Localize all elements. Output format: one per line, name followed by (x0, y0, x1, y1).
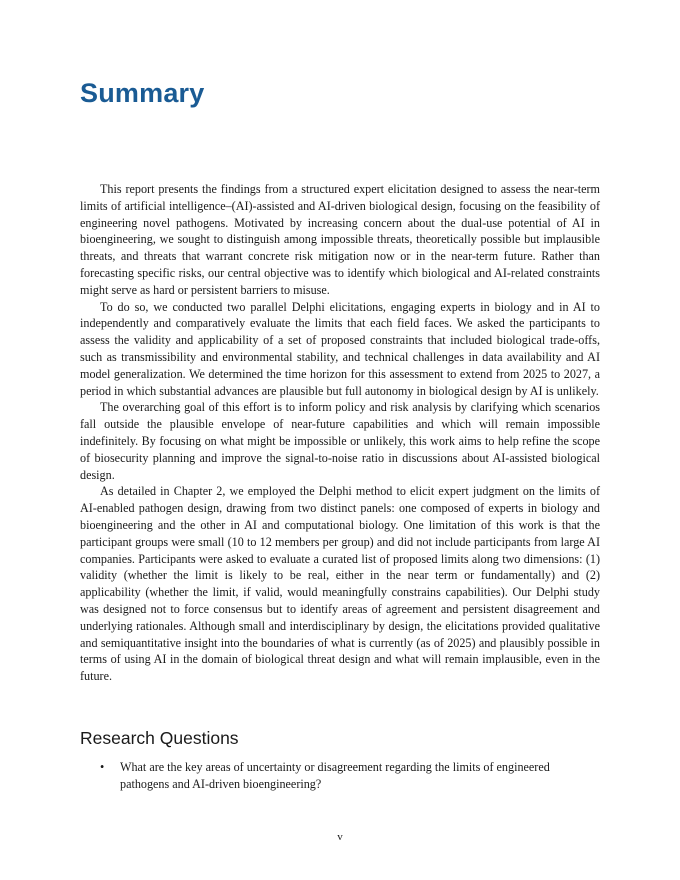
page-title: Summary (80, 78, 205, 108)
list-item (80, 759, 600, 793)
list-item-text: What are the key areas of uncertainty or disagreement regarding the limits of engineered pathogens and AI-driven bioengineering? (120, 760, 550, 791)
section-heading: Research Questions (80, 728, 239, 748)
page-number: v (337, 831, 343, 843)
paragraph: To do so, we conducted two parallel Delphi elicitations, engaging experts in biology and in AI to independently and comparatively evaluate the limits that each field faces. We asked the participants to assess the validity and applicability of a set of proposed constraints that included biological trade-offs, such as transmissibility and environmental stability, and technical challenges in data availability and AI model generalization. We determined the time horizon for this assessment to extend from 2025 to 2027, a period in which substantial advances are plausible but full autonomy in biological design by AI is unlikely. (80, 299, 600, 398)
bullet-icon: • (100, 760, 105, 774)
paragraph: As detailed in Chapter 2, we employed the Delphi method to elicit expert judgment on the limits of AI-enabled pathogen design, drawing from two distinct panels: one composed of experts in biology and bioengineering and the other in AI and computational biology. One limitation of this work is that the participant groups were small (10 to 12 members per group) and did not include participants from large AI companies. Participants were asked to evaluate a curated list of proposed limits along two dimensions: (1) validity (whether the limit is likely to be real, either in the near term or fundamentally) and (2) applicability (whether the limit, if valid, would meaningfully constrains capabilities). Our Delphi study was designed not to force consensus but to identify areas of agreement and persistent disagreement and underlying rationales. Although small and interdisciplinary by design, the elicitations provided qualitative and semiquantitative insight into the boundaries of what is currently (as of 2025) and plausibly possible in terms of using AI in the domain of biological threat design and what will remain implausible, even in the future. (80, 484, 600, 684)
paragraph: This report presents the findings from a structured expert elicitation designed to assess the near-term limits of artificial intelligence–(AI)-assisted and AI-driven biological design, focusing on the feasibility of engineering novel pathogens. Motivated by increasing concern about the dual-use potential of AI in bioengineering, we sought to distinguish among impossible threats, theoretically possible but implausible threats, and threats that warrant concrete risk mitigation now or in the near-term future. Rather than forecasting specific risks, our central objective was to identify which biological and AI-related constraints might serve as hard or persistent barriers to misuse. (80, 182, 600, 297)
summary-body (80, 181, 600, 685)
paragraph: The overarching goal of this effort is to inform policy and risk analysis by clarifying which scenarios fall outside the plausible envelope of near-future capabilities and which will remain impossible indefinitely. By focusing on what might be impossible or unlikely, this work aims to help refine the scope of biosecurity planning and improve the signal-to-noise ratio in discussions about AI-assisted biological design. (80, 400, 600, 482)
research-questions-list (80, 759, 600, 793)
